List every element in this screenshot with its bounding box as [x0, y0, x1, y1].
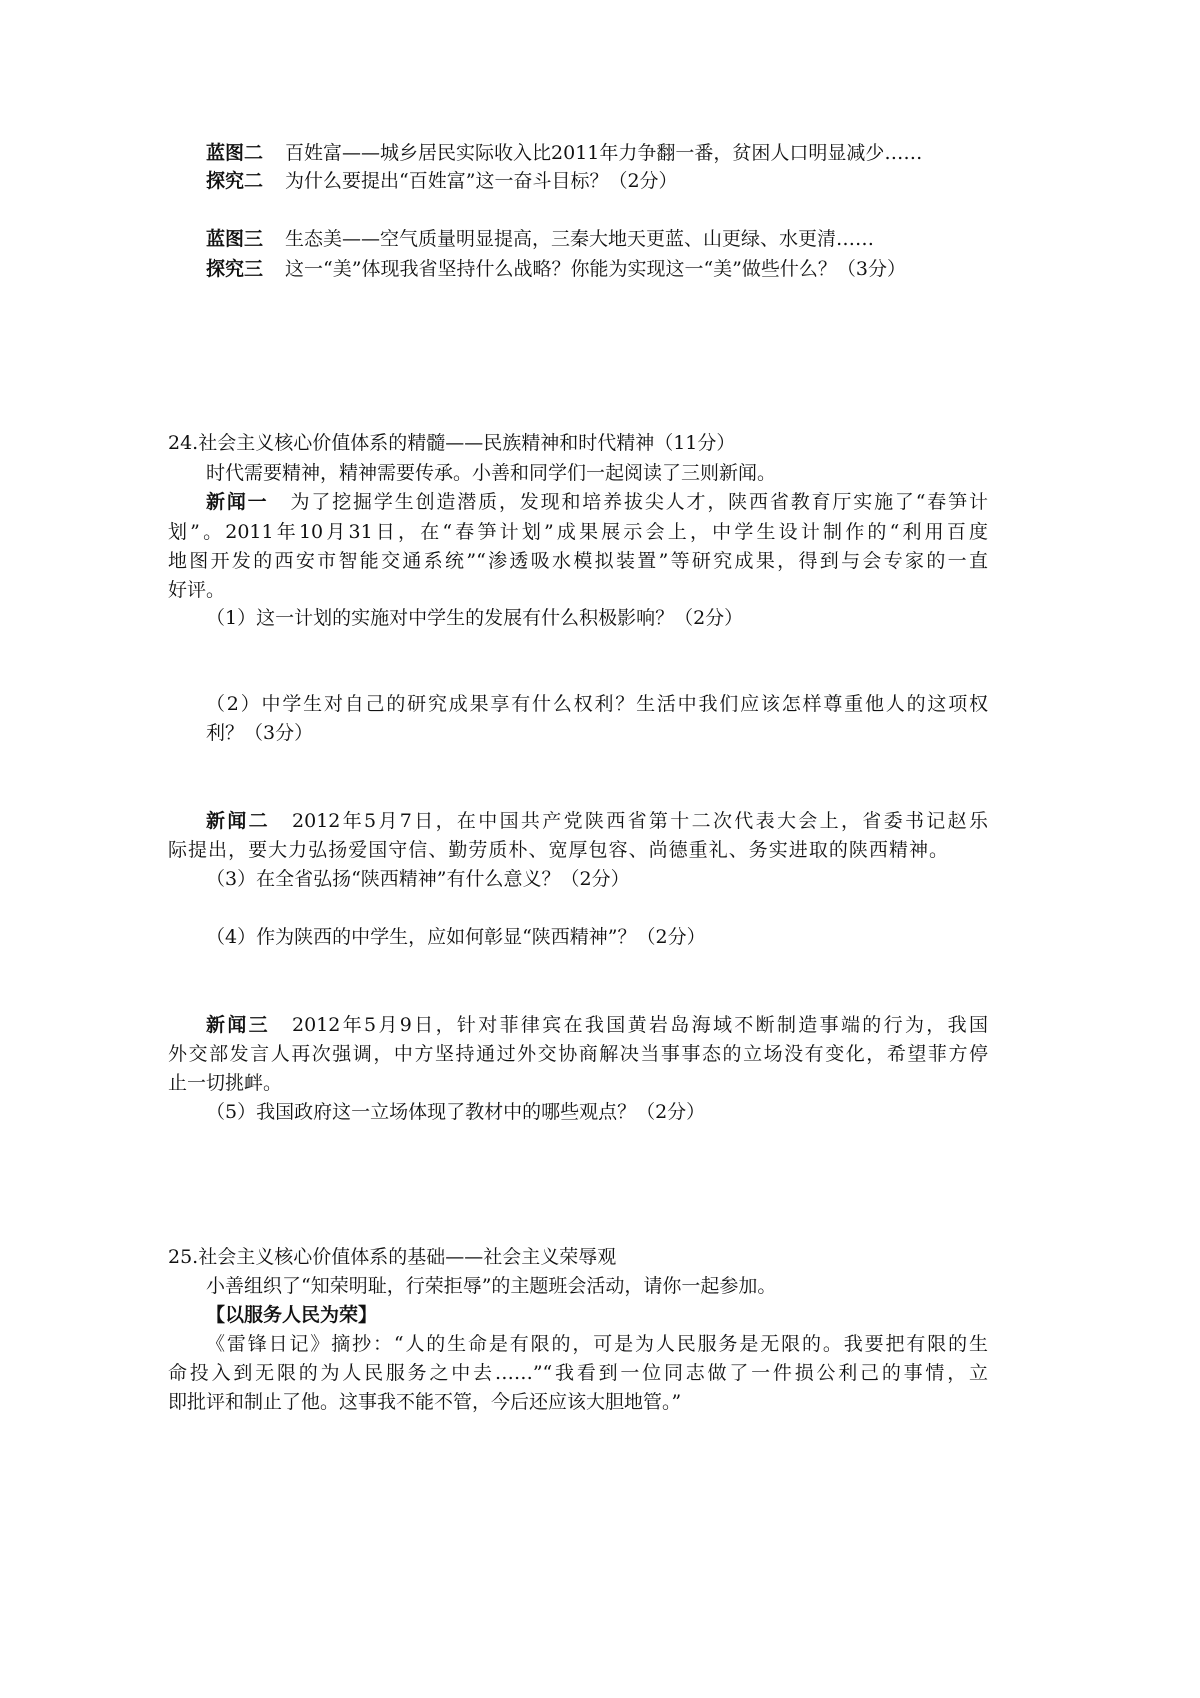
- inquiry2-line: [206, 168, 678, 194]
- news1-first-line: [206, 489, 988, 515]
- quote-line-3: 即批评和制止了他。这事我不能不管，今后还应该大胆地管。”: [168, 1391, 682, 1413]
- question-25-title: 25.社会主义核心价值体系的基础——社会主义荣辱观: [168, 1246, 617, 1268]
- news3-first-line: [206, 1012, 988, 1038]
- blueprint3-text: 生态美——空气质量明显提高，三秦大地天更蓝、山更绿、水更清……: [285, 228, 875, 250]
- subquestion-2-line-2: 利？（3分）: [206, 722, 314, 744]
- subquestion-5: （5）我国政府这一立场体现了教材中的哪些观点？（2分）: [206, 1101, 706, 1123]
- inquiry2-label: 探究二: [206, 170, 264, 192]
- news1-line-4: 好评。: [168, 579, 226, 601]
- inquiry2-text: 为什么要提出“百姓富”这一奋斗目标？（2分）: [285, 170, 678, 192]
- news2-text: 2012年5月7日，在中国共产党陕西省第十二次代表大会上，省委书记赵乐: [292, 810, 988, 832]
- subquestion-2-line-1: （2）中学生对自己的研究成果享有什么权利？生活中我们应该怎样尊重他人的这项权: [206, 693, 988, 715]
- inquiry3-text: 这一“美”体现我省坚持什么战略？你能为实现这一“美”做些什么？（3分）: [285, 258, 906, 280]
- news3-label: 新闻三: [206, 1014, 271, 1036]
- subquestion-4: （4）作为陕西的中学生，应如何彰显“陕西精神”？（2分）: [206, 926, 706, 948]
- blueprint2-text: 百姓富——城乡居民实际收入比2011年力争翻一番，贫困人口明显减少……: [285, 142, 923, 164]
- news3-text: 2012年5月9日，针对菲律宾在我国黄岩岛海域不断制造事端的行为，我国: [292, 1014, 988, 1036]
- blueprint3-label: 蓝图三: [206, 228, 264, 250]
- news3-line-2: 外交部发言人再次强调，中方坚持通过外交协商解决当事事态的立场没有变化，希望菲方停: [168, 1043, 988, 1065]
- section-heading: 【以服务人民为荣】: [206, 1304, 378, 1326]
- news1-line-3: 地图开发的西安市智能交通系统”“渗透吸水模拟装置”等研究成果，得到与会专家的一直: [168, 550, 988, 572]
- news1-line-2: 划”。2011年10月31日，在“春笋计划”成果展示会上，中学生设计制作的“利用百度: [168, 521, 988, 543]
- news2-label: 新闻二: [206, 810, 271, 832]
- inquiry3-label: 探究三: [206, 258, 264, 280]
- subquestion-3: （3）在全省弘扬“陕西精神”有什么意义？（2分）: [206, 868, 630, 890]
- quote-line-2: 命投入到无限的为人民服务之中去……”“我看到一位同志做了一件损公利己的事情，立: [168, 1362, 988, 1384]
- question-24-intro: 时代需要精神，精神需要传承。小善和同学们一起阅读了三则新闻。: [206, 462, 777, 484]
- blueprint2-label: 蓝图二: [206, 142, 264, 164]
- blueprint2-line: [206, 140, 922, 166]
- quote-line-1: 《雷锋日记》摘抄：“人的生命是有限的，可是为人民服务是无限的。我要把有限的生: [206, 1333, 988, 1355]
- news3-line-3: 止一切挑衅。: [168, 1072, 283, 1094]
- news1-text: 为了挖掘学生创造潜质，发现和培养拔尖人才，陕西省教育厅实施了“春笋计: [290, 491, 988, 513]
- blueprint3-line: [206, 226, 874, 252]
- news2-first-line: [206, 808, 988, 834]
- subquestion-1: （1）这一计划的实施对中学生的发展有什么积极影响？（2分）: [206, 607, 744, 629]
- inquiry3-line: [206, 256, 906, 282]
- news1-label: 新闻一: [206, 491, 269, 513]
- question-25-intro: 小善组织了“知荣明耻，行荣拒辱”的主题班会活动，请你一起参加。: [206, 1275, 777, 1297]
- question-24-title: 24.社会主义核心价值体系的精髓——民族精神和时代精神（11分）: [168, 432, 736, 454]
- news2-line-2: 际提出，要大力弘扬爱国守信、勤劳质朴、宽厚包容、尚德重礼、务实进取的陕西精神。: [168, 839, 948, 861]
